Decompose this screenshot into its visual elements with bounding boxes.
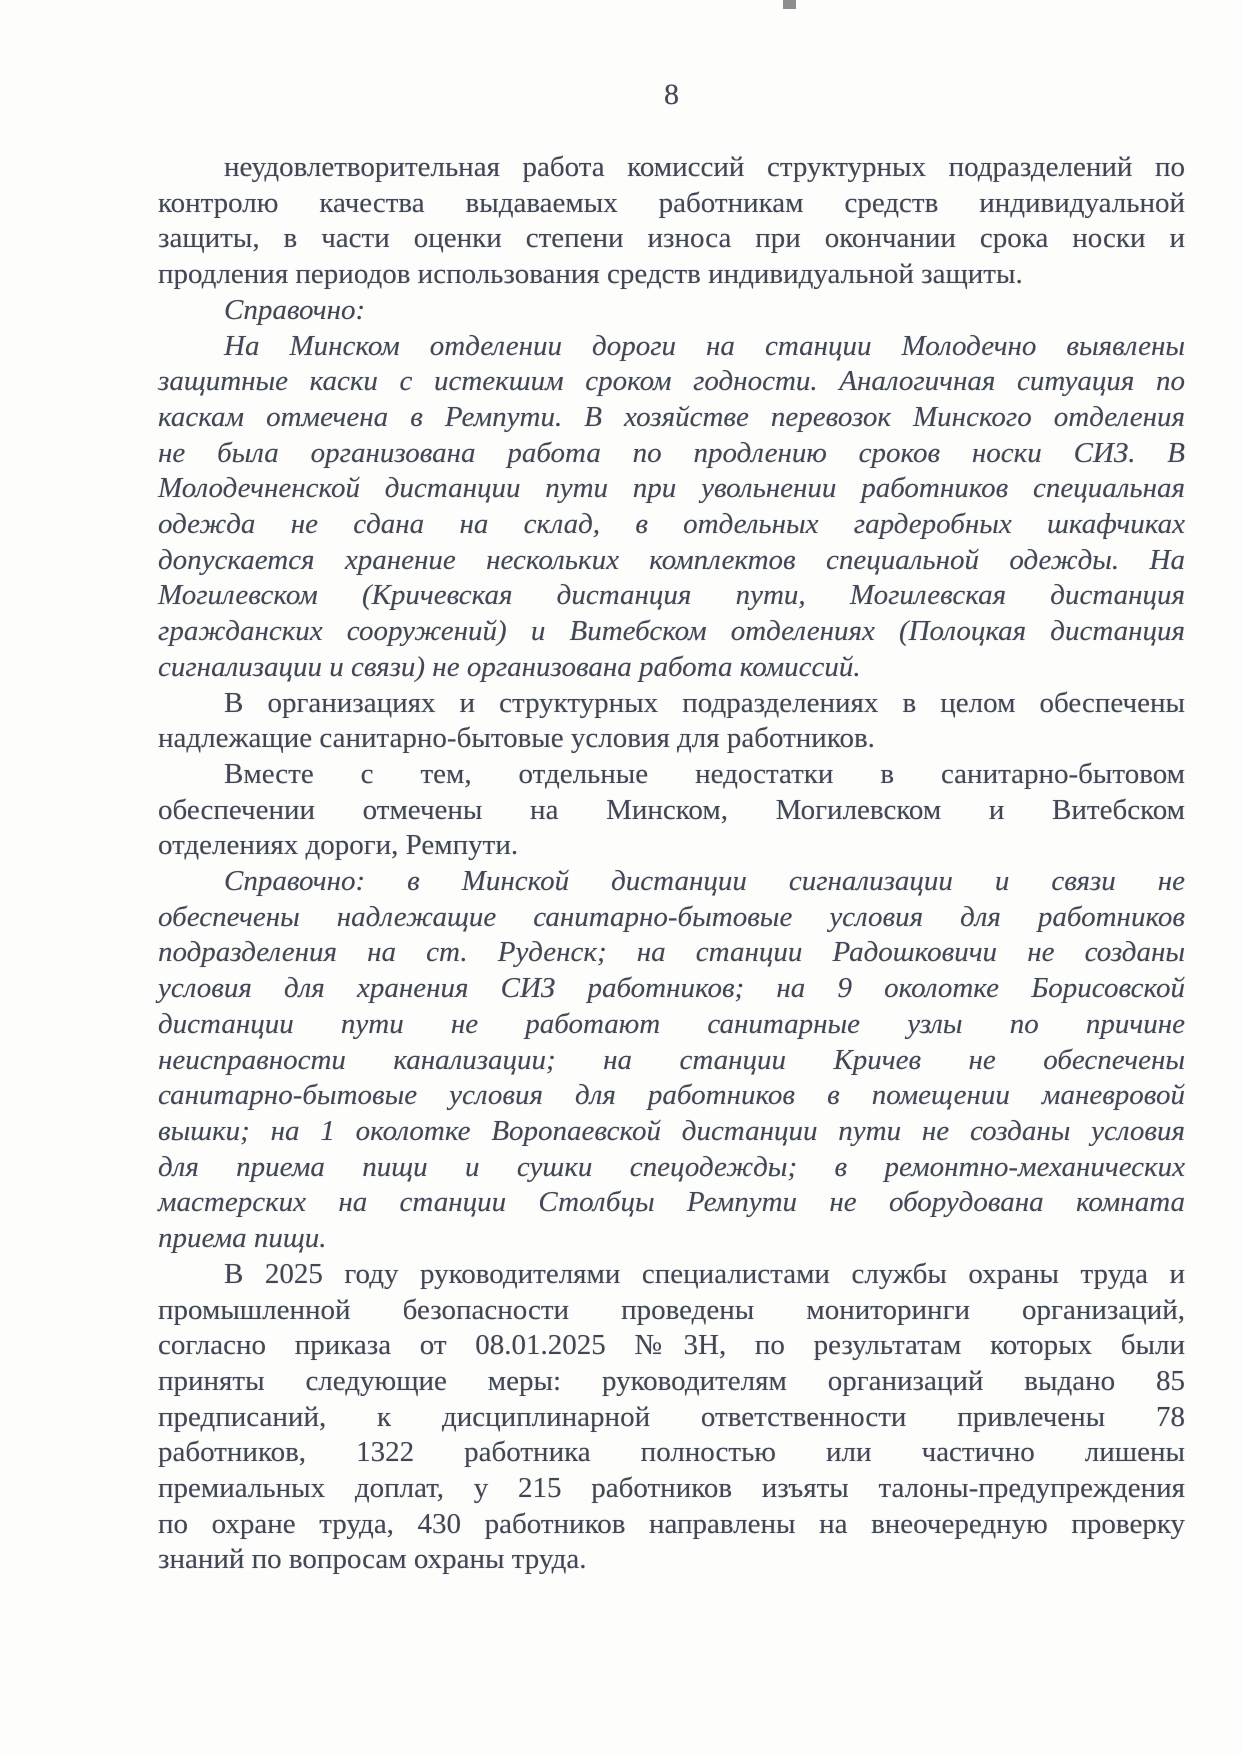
paragraph-sanitary-shortcomings [158,757,1185,864]
text-line: отделениях дороги, Ремпути. [158,829,519,862]
paragraph-monitoring-2025 [158,1257,1185,1578]
text-line: одежда не сдана на склад, в отдельных гардеробных шкафчиках [158,508,1185,541]
text-line: В организациях и структурных подразделениях в целом обеспечены [224,686,1185,719]
text-line: Справочно: [224,293,366,326]
text-line: промышленной безопасности проведены мониторинги организаций, [158,1293,1185,1326]
text-line: приняты следующие меры: руководителям организаций выдано 85 [158,1364,1185,1397]
paragraph-sanitary-overall [158,686,1185,757]
text-line: условия для хранения СИЗ работников; на 9 околотке Борисовской [158,972,1185,1005]
text-line: знаний по вопросам охраны труда. [158,1543,587,1576]
text-line: приема пищи. [158,1222,327,1255]
text-line: На Минском отделении дороги на станции Молодечно выявлены [224,329,1185,362]
text-line: предписаний, к дисциплинарной ответственности привлечены 78 [158,1400,1185,1433]
text-line: неисправности канализации; на станции Кричев не обеспечены [158,1043,1185,1076]
text-line: санитарно-бытовые условия для работников в помещении маневровой [158,1079,1185,1112]
paragraph-reference-sanitary-details [158,864,1185,1257]
text-line: гражданских сооружений) и Витебском отделениях (Полоцкая дистанция [158,615,1185,648]
text-line: каскам отмечена в Ремпути. В хозяйстве перевозок Минского отделения [158,400,1185,433]
text-line: Могилевском (Кричевская дистанция пути, Могилевская дистанция [158,579,1185,612]
scan-artifact [783,0,796,9]
text-line: В 2025 году руководителями специалистами службы охраны труда и [224,1257,1185,1290]
text-line: для приема пищи и сушки спецодежды; в ремонтно-механических [158,1150,1185,1183]
document-body [158,150,1185,1578]
text-line: допускается хранение нескольких комплектов специальной одежды. На [158,543,1185,576]
text-line: подразделения на ст. Руденск; на станции Радошковичи не созданы [158,936,1185,969]
text-line: премиальных доплат, у 215 работников изъяты талоны-предупреждения [158,1472,1185,1505]
text-line: защиты, в части оценки степени износа при окончании срока носки и [158,222,1185,255]
text-line: вышки; на 1 околотке Воропаевской дистанции пути не созданы условия [158,1114,1185,1147]
paragraph-reference-siz-details [158,329,1185,686]
text-line: по охране труда, 430 работников направлены на внеочередную проверку [158,1507,1185,1540]
text-line: неудовлетворительная работа комиссий структурных подразделений по [224,151,1185,183]
text-line: дистанции пути не работают санитарные узлы по причине [158,1007,1185,1040]
text-line: надлежащие санитарно-бытовые условия для работников. [158,722,875,755]
text-line: Молодечненской дистанции пути при увольнении работников специальная [158,472,1185,505]
text-line: контролю качества выдаваемых работникам средств индивидуальной [158,186,1185,219]
text-line: продления периодов использования средств индивидуальной защиты. [158,258,1023,291]
text-line: обеспечены надлежащие санитарно-бытовые условия для работников [158,900,1185,933]
text-line: Справочно: в Минской дистанции сигнализации и связи не [224,865,1185,898]
paragraph-reference-heading [158,293,1185,329]
page-number: 8 [664,78,679,111]
text-line: обеспечении отмечены на Минском, Могилевском и Витебском [158,793,1185,826]
text-line: работников, 1322 работника полностью или частично лишены [158,1436,1185,1469]
text-line: мастерских на станции Столбцы Ремпути не оборудована комната [158,1186,1185,1219]
paragraph-siz-commissions [158,150,1185,293]
text-line: Вместе с тем, отдельные недостатки в санитарно-бытовом [224,757,1185,790]
text-line: не была организована работа по продлению сроков носки СИЗ. В [158,436,1185,469]
text-line: согласно приказа от 08.01.2025 №3Н, по результатам которых были [158,1329,1185,1362]
text-line: сигнализации и связи) не организована работа комиссий. [158,650,861,683]
text-line: защитные каски с истекшим сроком годности. Аналогичная ситуация по [158,365,1185,398]
